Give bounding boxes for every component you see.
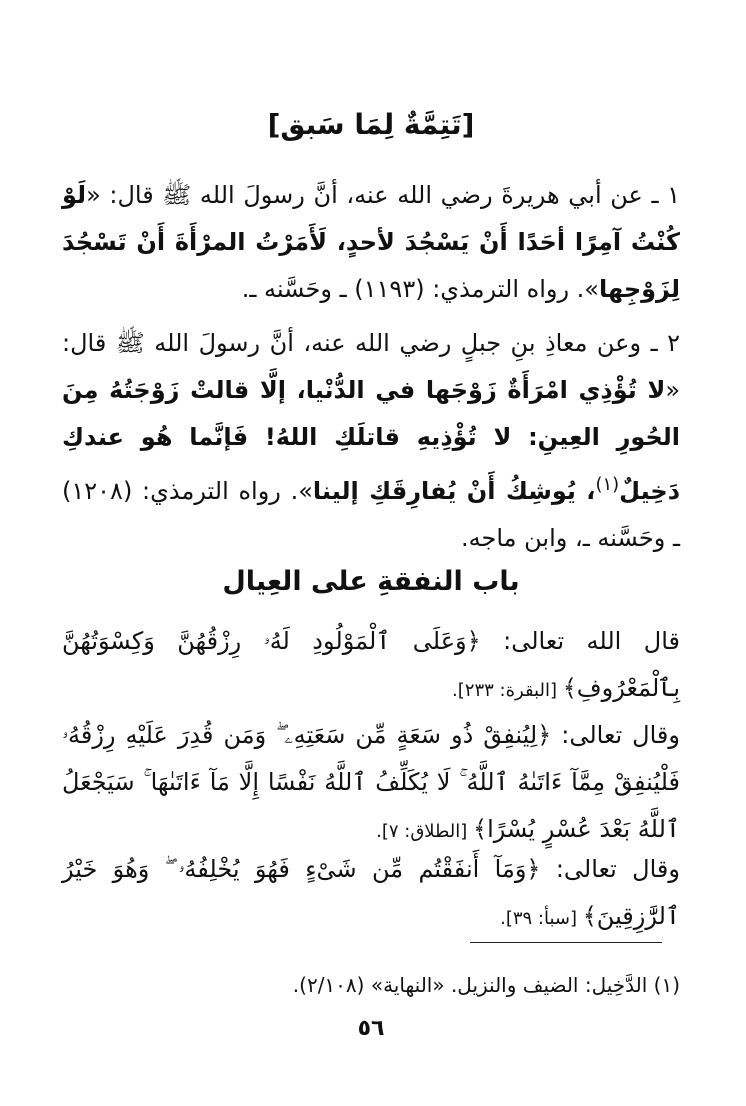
footnote-divider xyxy=(470,942,662,943)
verse-3-text: ﴿وَمَآ أَنفَقْتُم مِّن شَىْءٍ فَهُوَ يُخْلِفُهُۥ ۖ وَهُوَ خَيْرُ ٱلرَّٰزِقِينَ﴾ xyxy=(62,855,680,930)
verse-1-text: ﴿وَعَلَى ٱلْمَوْلُودِ لَهُۥ رِزْقُهُنَّ وَكِسْوَتُهُنَّ بِٱلْمَعْرُوفِ﴾ xyxy=(62,627,680,702)
hadith-1-source: ». رواه الترمذي: (١١٩٣) ـ وحَسَّنه ـ. xyxy=(241,275,599,303)
verse-3 xyxy=(62,846,680,942)
footnote-marker: (١) xyxy=(595,474,620,495)
verse-1-intro: قال الله تعالى: xyxy=(480,627,681,655)
verse-1-ref: [البقرة: ٢٣٣]. xyxy=(452,680,563,701)
verse-3-ref: [سبأ: ٣٩]. xyxy=(500,908,583,929)
hadith-2-quote: لا تُؤْذِي امْرَأَةٌ زَوْجَها في الدُّنْيا، إلَّا قالتْ زَوْجَتُهُ مِنَ الحُورِ العِينِ: لا تُؤْذِيهِ قاتلَكِ اللهُ! فَإنَّما هُو عندكِ دَخِيلٌ xyxy=(62,376,681,505)
hadith-2-quote-cont: ، يُوشِكُ أَنْ يُفارِقَكِ إلينا xyxy=(312,477,596,505)
verse-2-intro: وقال تعالى: xyxy=(551,721,680,749)
hadith-2 xyxy=(62,320,680,562)
hadith-2-source: ». رواه الترمذي: (١٢٠٨) ـ وحَسَّنه ـ، وابن ماجه. xyxy=(62,477,680,552)
verse-1 xyxy=(62,618,680,714)
section-heading: [تَتِمَّةٌ لِمَا سَبق] xyxy=(267,108,475,141)
page-number: ٥٦ xyxy=(357,1016,385,1041)
hadith-1-intro: ١ ـ عن أبي هريرةَ رضي الله عنه، أنَّ رسولَ الله ﷺ قال: « xyxy=(86,181,680,209)
verse-2 xyxy=(62,712,680,855)
footnote: (١) الدَّخِيل: الضيف والنزيل. «النهاية» (٢/١٠٨). xyxy=(292,973,680,997)
chapter-title: باب النفقةِ على العِيال xyxy=(222,566,520,597)
verse-2-text: ﴿لِيُنفِقْ ذُو سَعَةٍ مِّن سَعَتِهِۦ ۖ وَمَن قُدِرَ عَلَيْهِ رِزْقُهُۥ فَلْيُنفِقْ مِمَّآ ءَاتَىٰهُ ٱللَّهُ ۚ لَا يُكَلِّفُ ٱللَّهُ نَفْسًا إِلَّا مَآ ءَاتَىٰهَا ۚ سَيَجْعَلُ ٱللَّهُ بَعْدَ عُسْرٍ يُسْرًا﴾ xyxy=(62,721,680,843)
hadith-1 xyxy=(62,172,680,313)
hadith-2-intro: ٢ ـ وعن معاذِ بنِ جبلٍ رضي الله عنه، أنَّ رسولَ الله ﷺ قال: « xyxy=(62,329,680,404)
verse-2-ref: [الطلاق: ٧]. xyxy=(376,821,474,842)
verse-3-intro: وقال تعالى: xyxy=(540,855,680,883)
hadith-1-quote: لَوْ كُنْتُ آمِرًا أحَدًا أَنْ يَسْجُدَ لأحدٍ، لَأَمَرْتُ المرْأَةَ أَنْ تَسْجُدَ لِزَوْجِها xyxy=(62,181,680,303)
